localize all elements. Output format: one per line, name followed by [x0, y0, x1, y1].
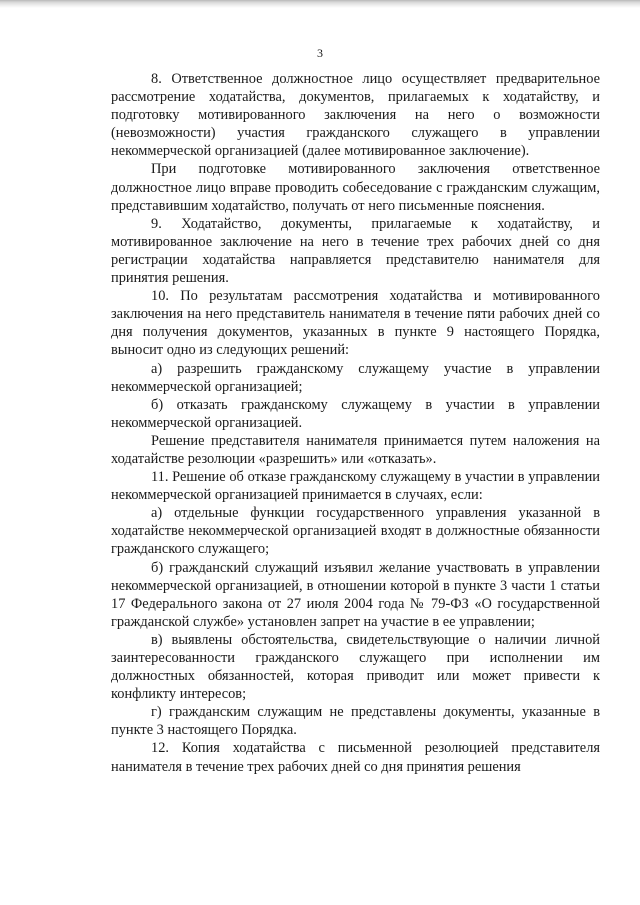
page-number: 3 — [317, 46, 323, 60]
paragraph-11-b: б) гражданский служащий изъявил желание участвовать в управлении некоммерческой организацией, в отношении которой в пункте 3 части 1 статьи 17 Федерального закона от 27 июля 2004 года № 79-ФЗ «О государственной гражданской службе» установлен запрет на участие в ее управлении; — [111, 559, 600, 630]
paragraph-8-interview: При подготовке мотивированного заключения ответственное должностное лицо вправе проводить собеседование с гражданским служащим, представившим ходатайство, получать от него письменные пояснения. — [111, 161, 600, 214]
paragraph-11: 11. Решение об отказе гражданскому служащему в участии в управлении некоммерческой организацией принимается в случаях, если: — [111, 469, 600, 504]
scan-edge-artifact — [0, 0, 640, 8]
paragraph-10-a: а) разрешить гражданскому служащему участие в управлении некоммерческой организацией; — [111, 360, 600, 395]
paragraph-12: 12. Копия ходатайства с письменной резолюцией представителя нанимателя в течение трех рабочих дней со дня принятия решения — [111, 740, 600, 775]
document-body — [111, 70, 600, 776]
paragraph-10: 10. По результатам рассмотрения ходатайства и мотивированного заключения на него представитель нанимателя в течение пяти рабочих дней со дня получения документов, указанных в пункте 9 настоящего Порядка, выносит одно из следующих решений: — [111, 288, 600, 359]
paragraph-8: 8. Ответственное должностное лицо осуществляет предварительное рассмотрение ходатайства, документов, прилагаемых к ходатайству, и подготовку мотивированного заключения на него о возможности (невозможности) участия гражданского служащего в управлении некоммерческой организацией (далее мотивированное заключение). — [111, 71, 600, 160]
paragraph-9: 9. Ходатайство, документы, прилагаемые к ходатайству, и мотивированное заключение на него в течение трех рабочих дней со дня регистрации ходатайства направляется представителю нанимателя для принятия решения. — [111, 215, 600, 287]
paragraph-11-v: в) выявлены обстоятельства, свидетельствующие о наличии личной заинтересованности гражданского служащего при исполнении им должностных обязанностей, которая приводит или может привести к конфликту интересов; — [111, 631, 600, 703]
paragraph-10-resolution: Решение представителя нанимателя принимается путем наложения на ходатайстве резолюции «разрешить» или «отказать». — [111, 432, 600, 467]
paragraph-11-g: г) гражданским служащим не представлены документы, указанные в пункте 3 настоящего Порядка. — [111, 704, 600, 739]
paragraph-11-a: а) отдельные функции государственного управления указанной в ходатайстве некоммерческой организацией входят в должностные обязанности гражданского служащего; — [111, 505, 600, 558]
paragraph-10-b: б) отказать гражданскому служащему в участии в управлении некоммерческой организацией. — [111, 396, 600, 431]
